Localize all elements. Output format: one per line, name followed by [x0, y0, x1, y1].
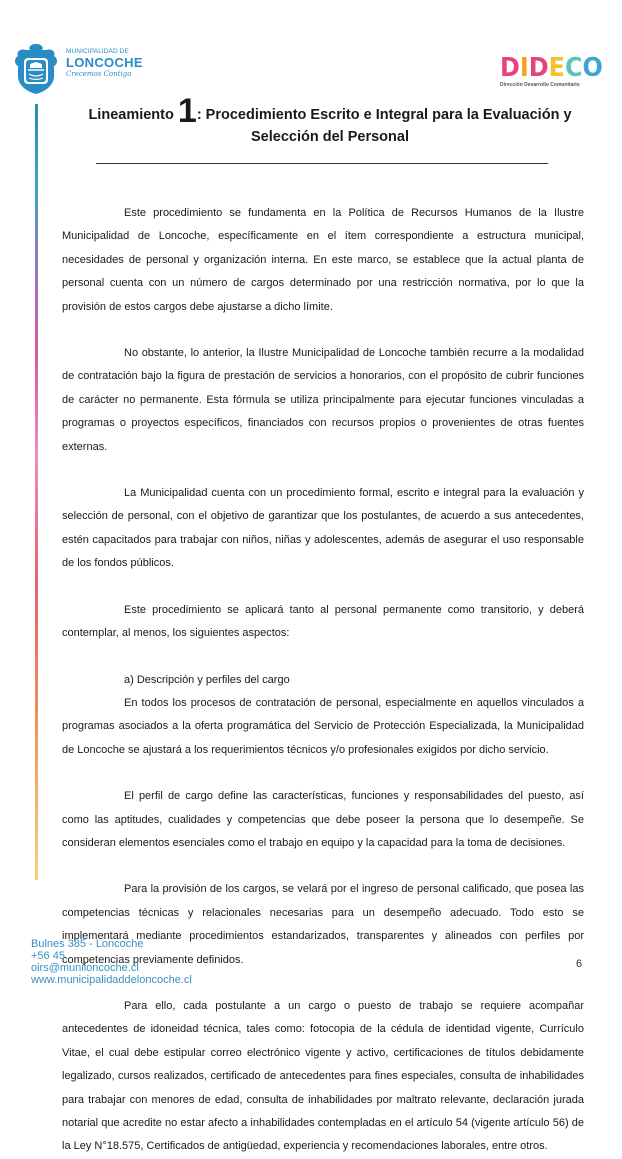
paragraph: El perfil de cargo define las características, funciones y responsabilidades del puesto, así como las aptitudes, cualidades y competencias que debe poseer la persona que lo desempeñe. Se consideran elementos esenciales como el trabajo en equipo y la capacidad para la toma de decisiones. [62, 790, 584, 849]
page-number: 6 [576, 958, 583, 970]
footer-email[interactable]: oirs@muniloncoche.cl [31, 962, 139, 974]
coat-of-arms-icon [8, 40, 64, 96]
dideco-letter: E [548, 53, 565, 83]
paragraph: Para la provisión de los cargos, se velará por el ingreso de personal calificado, que posea las competencias técnicas y relacionales necesarias para un desempeño adecuado. Todo esto se implementará mediante procedimientos estandarizados, transparentes y alineados con perfiles por competencias previamente definidos. [62, 883, 584, 966]
dideco-letter: D [500, 53, 520, 83]
page-title [60, 92, 600, 148]
dideco-letter: I [519, 53, 529, 83]
paragraph: No obstante, lo anterior, la Ilustre Municipalidad de Loncoche también recurre a la modalidad de contratación bajo la figura de prestación de servicios a honorarios, con el propósito de cubrir funciones de carácter no permanente. Esta fórmula se utiliza principalmente para ejecutar funciones vinculadas a programas o proyectos específicos, financiados con recursos propios o provenientes de otras fuentes externas. [62, 347, 584, 453]
municipality-label: MUNICIPALIDAD DE [66, 48, 129, 55]
paragraph: En todos los procesos de contratación de personal, especialmente en aquellos vinculados a programas asociados a la oferta programática del Servicio de Protección Especializada, la Municipalidad de Loncoche se ajustará a los requerimientos técnicos y/o profesionales exigidos por dicho servicio. [62, 696, 584, 756]
paragraph: Para ello, cada postulante a un cargo o puesto de trabajo se requiere acompañar antecedentes de idoneidad técnica, tales como: fotocopia de la cédula de identidad vigente, Currículo Vitae, el cual debe estipular correo electrónico vigente y activo, certificaciones de títulos debidamente legalizado, cursos realizados, certificado de antecedentes para fines especiales, consulta de inhabilidades para trabajar con menores de edad, consulta de inhabilidades por maltrato relevante, declaración jurada notarial que acredite no estar afecto a inhabilidades contempladas en el artículo 54 (vigente artículo 56) de la Ley N°18.575, Certificados de antigüedad, experiencia y recomendaciones laborales, entre otros. [62, 999, 584, 1153]
footer-website[interactable]: www.municipalidaddeloncoche.cl [31, 974, 192, 986]
municipality-name: LONCOCHE [66, 55, 143, 70]
municipality-logo [8, 40, 148, 96]
title-divider [96, 163, 548, 164]
municipality-slogan: Crecemos Contigo [66, 70, 132, 78]
dideco-logo [500, 55, 612, 88]
title-number: 1 [177, 92, 197, 130]
decorative-side-bar [35, 104, 38, 880]
dideco-letter: D [528, 53, 549, 83]
paragraph: La Municipalidad cuenta con un procedimiento formal, escrito e integral para la evaluación y selección de personal, con el objetivo de garantizar que los postulantes, de acuerdo a sus antecedentes, estén capacitados para trabajar con niños, niñas y adolescentes, además de asegurar el uso responsable de los fondos públicos. [62, 487, 584, 570]
footer-phone: +56 45 [31, 950, 65, 962]
paragraph: Este procedimiento se fundamenta en la Política de Recursos Humanos de la Ilustre Municipalidad de Loncoche, específicamente en el ítem correspondiente a estructura municipal, necesidades de personal y organización interna. En este marco, se establece que la actual planta de personal cuenta con un número de cargos determinado por una restricción normativa, por lo que la provisión de estos cargos debe ajustarse a dicho límite. [62, 207, 584, 313]
footer-contact [31, 938, 192, 986]
dideco-subtitle: Dirección Desarrollo Comunitario [500, 82, 580, 88]
footer-address: Bulnes 385 - Loncoche [31, 938, 144, 950]
dideco-letter: O [582, 53, 603, 83]
title-prefix: Lineamiento [88, 107, 174, 123]
title-text: : Procedimiento Escrito e Integral para la Evaluación y Selección del Personal [196, 107, 572, 145]
section-heading: a) Descripción y perfiles del cargo [124, 673, 290, 686]
dideco-letter: C [564, 53, 583, 83]
document-body [62, 202, 584, 1159]
paragraph: Este procedimiento se aplicará tanto al personal permanente como transitorio, y deberá contemplar, al menos, los siguientes aspectos: [62, 603, 584, 640]
dideco-wordmark [500, 55, 603, 81]
